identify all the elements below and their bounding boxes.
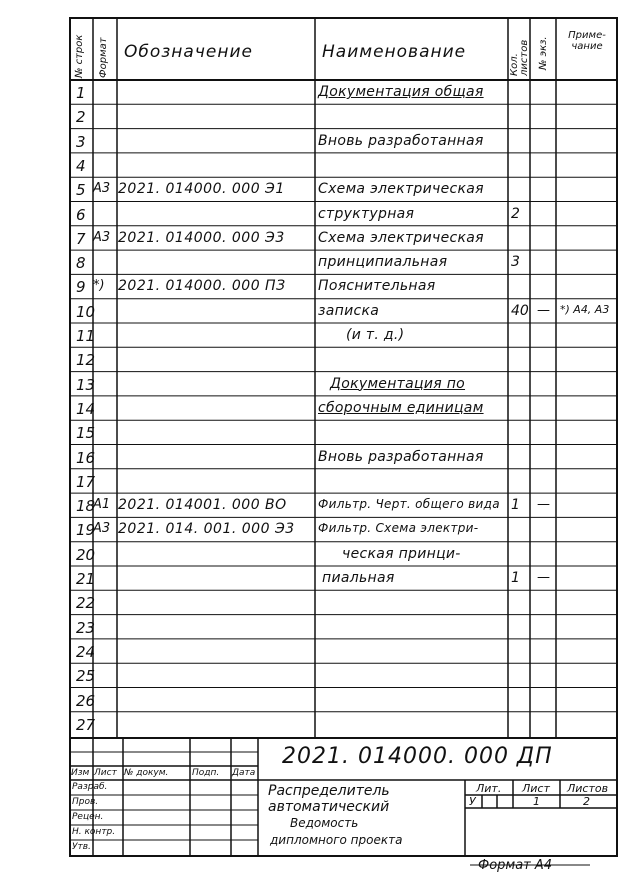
- row-number: 12: [76, 351, 96, 370]
- row-number: 18: [76, 497, 96, 516]
- table-row: [0, 639, 632, 663]
- table-row: [0, 493, 632, 517]
- row-name: Фильтр. Схема электри-: [318, 521, 479, 536]
- table-row: [0, 542, 632, 566]
- row-name: Документация по: [330, 375, 466, 392]
- row-number: 2: [76, 108, 86, 127]
- row-name: ческая принци-: [342, 545, 461, 562]
- label-date: Дата: [232, 768, 256, 778]
- role-razrab: Разраб.: [72, 782, 108, 792]
- row-number: 17: [76, 472, 96, 491]
- row-designation: 2021. 014. 001. 000 Э3: [118, 521, 295, 538]
- table-row: [0, 688, 632, 712]
- row-designation: 2021. 014000. 000 ПЗ: [118, 278, 286, 295]
- table-row: [0, 615, 632, 639]
- row-name: сборочным единицам: [318, 399, 484, 416]
- label-lit: Лит.: [476, 782, 502, 795]
- table-row: [0, 129, 632, 153]
- table-row: [0, 202, 632, 226]
- row-note: *) А4, А3: [560, 302, 610, 316]
- title-line-3: Ведомость: [290, 816, 359, 830]
- row-number: 20: [76, 545, 96, 564]
- role-prov: Пров.: [72, 797, 99, 807]
- row-name: Вновь разработанная: [318, 132, 484, 149]
- table-row: [0, 420, 632, 444]
- row-number: 21: [76, 570, 96, 588]
- row-qty: 1: [511, 497, 520, 514]
- title-line-2: автоматический: [268, 799, 390, 815]
- row-number: 1: [76, 84, 86, 102]
- header-copy: № экз.: [538, 36, 549, 70]
- table-row: [0, 663, 632, 687]
- table-row: [0, 104, 632, 128]
- row-number: 7: [76, 229, 86, 248]
- row-name: пиальная: [322, 570, 395, 586]
- header-name: Наименование: [322, 42, 467, 62]
- table-row: [0, 566, 632, 590]
- row-number: 24: [76, 642, 96, 661]
- row-number: 14: [76, 399, 96, 418]
- header-note: Приме-чание: [568, 30, 606, 52]
- row-number: 9: [76, 278, 86, 297]
- label-sign: Подп.: [192, 768, 220, 778]
- table-row: [0, 250, 632, 274]
- row-format: *): [93, 278, 105, 294]
- row-copy: —: [537, 497, 550, 513]
- row-number: 11: [76, 327, 96, 345]
- row-qty: 1: [511, 570, 520, 586]
- row-number: 13: [76, 375, 96, 394]
- table-row: [0, 445, 632, 469]
- row-name: (и т. д.): [346, 327, 405, 343]
- table-row: [0, 153, 632, 177]
- value-sheet: 1: [533, 795, 540, 808]
- title-line-1: Распределитель: [268, 783, 390, 799]
- label-doc-no: № докум.: [124, 768, 169, 778]
- row-name: принципиальная: [318, 254, 448, 271]
- table-row: [0, 469, 632, 493]
- row-name: Вновь разработанная: [318, 448, 484, 465]
- role-nkontr: Н. контр.: [72, 827, 116, 837]
- row-number: 4: [76, 156, 86, 175]
- row-number: 22: [76, 594, 96, 613]
- format-footer: Формат А4: [478, 858, 553, 873]
- row-number: 10: [76, 302, 96, 321]
- row-format: А3: [93, 181, 111, 197]
- label-sheet: Лист: [522, 782, 550, 795]
- row-qty: 40: [511, 302, 529, 319]
- table-row: [0, 274, 632, 298]
- row-designation: 2021. 014001. 000 ВО: [118, 497, 287, 514]
- header-designation: Обозначение: [124, 42, 253, 62]
- row-name: Документация общая: [318, 84, 484, 100]
- row-name: Схема электрическая: [318, 181, 484, 198]
- label-izm: Изм: [71, 768, 90, 778]
- role-utv: Утв.: [72, 842, 91, 852]
- header-pos: № строк: [74, 34, 85, 78]
- table-row: [0, 177, 632, 201]
- label-list: Лист: [94, 768, 117, 778]
- row-name: записка: [318, 302, 380, 319]
- table-row: [0, 80, 632, 104]
- row-name: Схема электрическая: [318, 229, 484, 246]
- table-row: [0, 372, 632, 396]
- table-row: [0, 226, 632, 250]
- row-name: Фильтр. Черт. общего вида: [318, 497, 500, 512]
- row-copy: —: [537, 302, 550, 318]
- row-name: Пояснительная: [318, 278, 436, 295]
- row-copy: —: [537, 570, 550, 585]
- header-qty: Кол. листов: [509, 39, 530, 76]
- row-number: 27: [76, 715, 96, 734]
- row-designation: 2021. 014000. 000 Э3: [118, 229, 285, 246]
- table-row: [0, 347, 632, 371]
- row-name: структурная: [318, 205, 415, 222]
- row-number: 6: [76, 205, 86, 224]
- row-qty: 3: [511, 254, 520, 271]
- label-sheets: Листов: [567, 782, 609, 795]
- row-number: 3: [76, 132, 86, 151]
- row-number: 16: [76, 448, 96, 467]
- row-number: 26: [76, 691, 96, 710]
- table-row: [0, 323, 632, 347]
- row-number: 19: [76, 521, 96, 540]
- row-format: А3: [93, 229, 111, 245]
- table-row: [0, 712, 632, 736]
- row-number: 5: [76, 181, 86, 200]
- title-line-4: дипломного проекта: [270, 833, 403, 847]
- table-row: [0, 590, 632, 614]
- table-row: [0, 299, 632, 323]
- row-format: А3: [93, 521, 111, 537]
- role-recen: Рецен.: [72, 812, 104, 822]
- doc-code: 2021. 014000. 000 ДП: [282, 744, 553, 769]
- row-number: 25: [76, 667, 96, 686]
- row-designation: 2021. 014000. 000 Э1: [118, 181, 285, 198]
- header-format: Формат: [98, 37, 109, 78]
- value-sheets: 2: [583, 795, 590, 808]
- row-number: 8: [76, 254, 86, 273]
- table-row: [0, 396, 632, 420]
- row-number: 15: [76, 424, 96, 443]
- row-qty: 2: [511, 205, 520, 222]
- table-row: [0, 517, 632, 541]
- row-number: 23: [76, 618, 96, 637]
- row-format: А1: [93, 497, 111, 513]
- value-lit: У: [469, 795, 476, 808]
